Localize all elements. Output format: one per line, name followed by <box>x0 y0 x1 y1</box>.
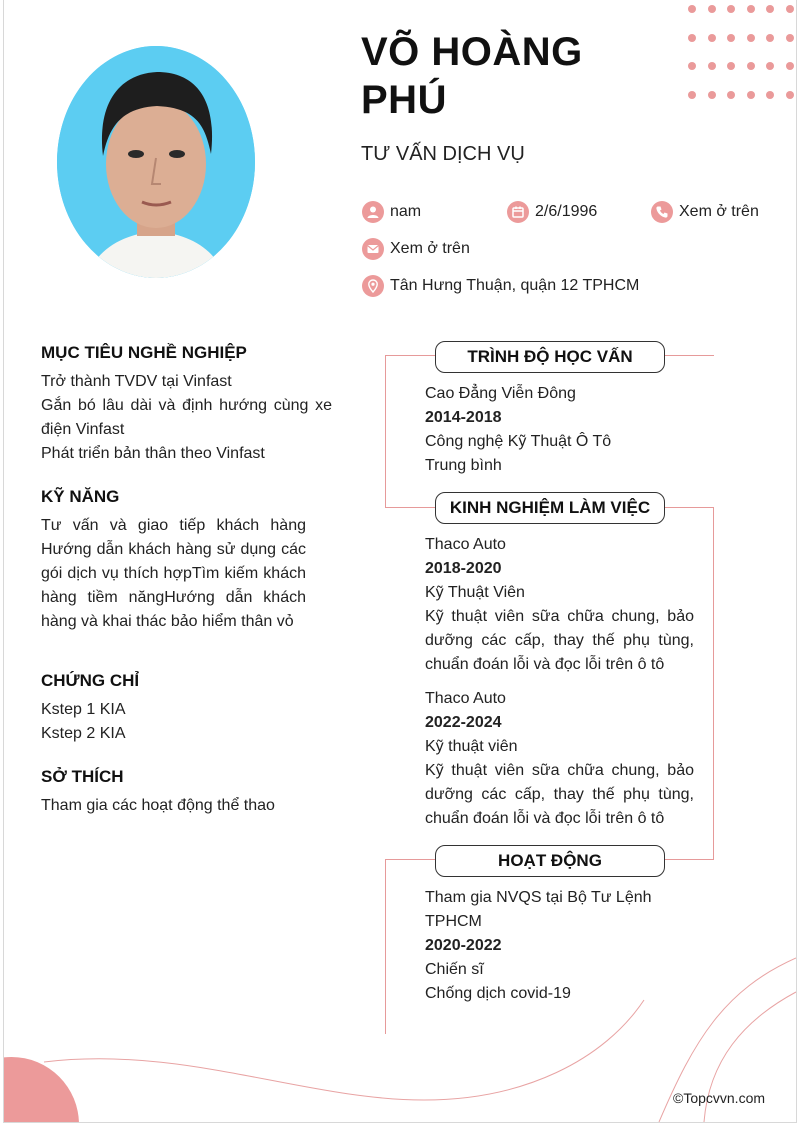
decorative-dot <box>708 91 716 99</box>
decorative-dot <box>747 5 755 13</box>
birthday-info <box>507 201 597 223</box>
cv-page <box>3 0 797 1123</box>
decorative-dot <box>766 91 774 99</box>
decorative-dot <box>727 91 735 99</box>
location-pin-icon <box>362 275 384 297</box>
mail-icon <box>362 238 384 260</box>
education-major: Công nghệ Kỹ Thuật Ô Tô <box>425 433 612 450</box>
decorative-dot <box>708 62 716 70</box>
activity-organization: Tham gia NVQS tại Bộ Tư Lệnh TPHCM <box>425 889 652 930</box>
decorative-dot <box>688 62 696 70</box>
name-line-2: PHÚ <box>361 78 447 122</box>
decorative-dot <box>688 34 696 42</box>
education-grade: Trung bình <box>425 457 502 474</box>
activities-block <box>425 886 665 1006</box>
decorative-dot <box>688 91 696 99</box>
certificate-item: Kstep 1 KIA <box>41 701 126 718</box>
experience-job <box>425 687 694 831</box>
activity-period: 2020-2022 <box>425 937 502 954</box>
decorative-dot <box>708 34 716 42</box>
address-value: Tân Hưng Thuận, quận 12 TPHCM <box>390 277 640 294</box>
job-description: Kỹ thuật viên sữa chữa chung, bảo dưỡng các cấp, thay thế phụ tùng, chuẩn đoán lỗi và đọc lỗi trên ô tô <box>425 608 694 673</box>
skills-heading: KỸ NĂNG <box>41 487 120 506</box>
email-value: Xem ở trên <box>390 240 470 257</box>
job-company: Thaco Auto <box>425 536 506 553</box>
activity-role: Chiến sĩ <box>425 961 484 978</box>
calendar-icon <box>507 201 529 223</box>
decorative-dot <box>727 34 735 42</box>
job-description: Kỹ thuật viên sữa chữa chung, bảo dưỡng các cấp, thay thế phụ tùng, chuẩn đoán lỗi và đọc lỗi trên ô tô <box>425 762 694 827</box>
decorative-dot <box>766 62 774 70</box>
person-icon <box>362 201 384 223</box>
decorative-dot <box>786 34 794 42</box>
phone-icon <box>651 201 673 223</box>
decorative-dot <box>747 62 755 70</box>
phone-info <box>651 201 759 223</box>
candidate-name <box>361 28 583 124</box>
job-period: 2022-2024 <box>425 714 502 731</box>
activity-detail: Chống dịch covid-19 <box>425 985 571 1002</box>
hobbies-text: Tham gia các hoạt động thể thao <box>41 797 275 814</box>
objective-heading: MỤC TIÊU NGHỀ NGHIỆP <box>41 343 247 362</box>
job-title: TƯ VẤN DỊCH VỤ <box>361 143 525 165</box>
decorative-dot <box>688 5 696 13</box>
experience-heading: KINH NGHIỆM LÀM VIỆC <box>435 492 665 524</box>
education-heading: TRÌNH ĐỘ HỌC VẤN <box>435 341 665 373</box>
objective-line: Phát triển bản thân theo Vinfast <box>41 445 265 462</box>
education-block <box>425 382 611 478</box>
name-line-1: VÕ HOÀNG <box>361 30 583 74</box>
objective-line: Gắn bó lâu dài và định hướng cùng xe điện Vinfast <box>41 397 332 438</box>
decorative-dot <box>786 5 794 13</box>
hobbies-heading: SỞ THÍCH <box>41 767 124 786</box>
timeline-line <box>713 507 714 860</box>
certificate-item: Kstep 2 KIA <box>41 725 126 742</box>
timeline-line <box>385 355 439 356</box>
birthday-value: 2/6/1996 <box>535 203 598 220</box>
gender-info <box>362 201 421 223</box>
decorative-dot <box>747 91 755 99</box>
objective-line: Trở thành TVDV tại Vinfast <box>41 373 232 390</box>
timeline-line <box>664 859 714 860</box>
skills-text: Tư vấn và giao tiếp khách hàng Hướng dẫn khách hàng sử dụng các gói dịch vụ thích hợpTìm kiếm khách hàng tiềm năngHướng dẫn khách hàng và khai thác bảo hiểm thân vỏ <box>41 517 306 630</box>
decorative-dot <box>708 5 716 13</box>
address-info <box>362 275 639 297</box>
certificates-list <box>41 698 126 746</box>
email-info <box>362 238 470 260</box>
timeline-line <box>664 355 714 356</box>
decorative-dot <box>766 5 774 13</box>
job-position: Kỹ Thuật Viên <box>425 584 525 601</box>
objective-text <box>41 370 332 466</box>
decorative-dot <box>727 62 735 70</box>
timeline-line <box>664 507 714 508</box>
decorative-dot <box>786 91 794 99</box>
job-company: Thaco Auto <box>425 690 506 707</box>
timeline-line <box>385 355 386 508</box>
profile-photo <box>57 46 255 278</box>
timeline-line <box>385 859 439 860</box>
decorative-dot <box>786 62 794 70</box>
decorative-dot <box>727 5 735 13</box>
decorative-dot <box>747 34 755 42</box>
education-period: 2014-2018 <box>425 409 502 426</box>
decorative-dot <box>766 34 774 42</box>
decorative-dots <box>688 5 788 105</box>
timeline-line <box>385 507 439 508</box>
certificates-heading: CHỨNG CHỈ <box>41 671 140 690</box>
timeline-line <box>385 859 386 1034</box>
footer-credit: ©Topcvvn.com <box>673 1090 766 1106</box>
job-position: Kỹ thuật viên <box>425 738 518 755</box>
phone-value: Xem ở trên <box>679 203 759 220</box>
education-school: Cao Đẳng Viễn Đông <box>425 385 576 402</box>
experience-job <box>425 533 694 677</box>
gender-value: nam <box>390 203 422 220</box>
job-period: 2018-2020 <box>425 560 502 577</box>
activities-heading: HOẠT ĐỘNG <box>435 845 665 877</box>
